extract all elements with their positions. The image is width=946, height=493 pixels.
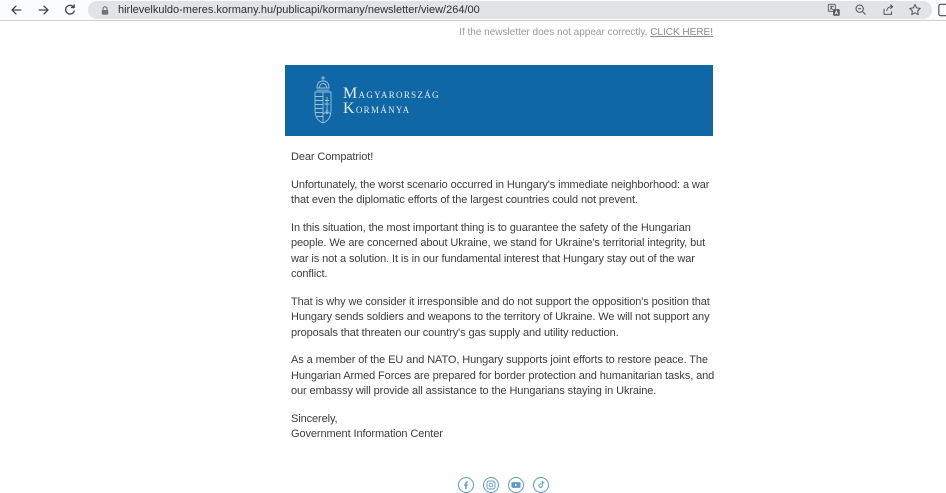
instagram-icon[interactable] (483, 477, 499, 493)
org-name-line1: Magyarország (343, 85, 440, 102)
browser-toolbar (0, 0, 946, 21)
clipped-panel-icon[interactable] (938, 3, 946, 17)
forward-arrow-icon[interactable] (37, 3, 51, 17)
closing (291, 412, 717, 443)
youtube-icon[interactable] (508, 477, 524, 493)
government-masthead (285, 65, 713, 136)
hungarian-coat-of-arms-icon (312, 76, 334, 124)
closing-sincerely: Sincerely, (291, 412, 338, 425)
paragraph-2: In this situation, the most important thing is to guarantee the safety of the Hungarian people. We are concerned about Ukraine, we stand for Ukraine's territorial integrity, but war is not a solution. It is in our fundamental interest that Hungary stay out of the war conflict. (291, 221, 706, 280)
social-links (458, 477, 549, 493)
notice-text: If the newsletter does not appear correctly, (459, 27, 651, 38)
translate-icon[interactable] (827, 3, 841, 17)
click-here-link[interactable]: CLICK HERE! (650, 27, 713, 38)
paragraph-4: As a member of the EU and NATO, Hungary supports joint efforts to restore peace. The Hungarian Armed Forces are prepared for border protection and humanitarian tasks, and our embassy will provide all assistance to the Hungarians staying in Ukraine. (291, 354, 715, 397)
padlock-icon[interactable] (99, 4, 111, 16)
address-bar-actions (827, 3, 922, 17)
salutation: Dear Compatriot! (291, 151, 374, 163)
address-bar[interactable] (88, 1, 932, 19)
back-arrow-icon[interactable] (9, 3, 23, 17)
url-text[interactable]: hirlevelkuldo-meres.kormany.hu/publicapi/kormany/newsletter/view/264/00 (118, 4, 480, 16)
paragraph-3: That is why we consider it irresponsible and do not support the opposition's position that Hungary sends soldiers and weapons to the territory of Ukraine. We will not support any proposals that threaten our country's gas supply and utility reduction. (291, 295, 710, 339)
newsletter-body (291, 150, 717, 443)
facebook-icon[interactable] (458, 477, 474, 493)
share-icon[interactable] (881, 3, 895, 17)
favorites-star-icon[interactable] (908, 3, 922, 17)
paragraph-1: Unfortunately, the worst scenario occurred in Hungary's immediate neighborhood: a war that even the diplomatic efforts of the largest countries could not prevent. (291, 178, 710, 206)
org-name-line2: Kormánya (343, 100, 411, 117)
zoom-magnifier-icon[interactable] (854, 3, 868, 17)
reload-icon[interactable] (63, 3, 77, 17)
closing-sender: Government Information Center (291, 428, 443, 440)
org-name (343, 86, 440, 116)
tiktok-icon[interactable] (533, 477, 549, 493)
render-notice (285, 27, 713, 38)
